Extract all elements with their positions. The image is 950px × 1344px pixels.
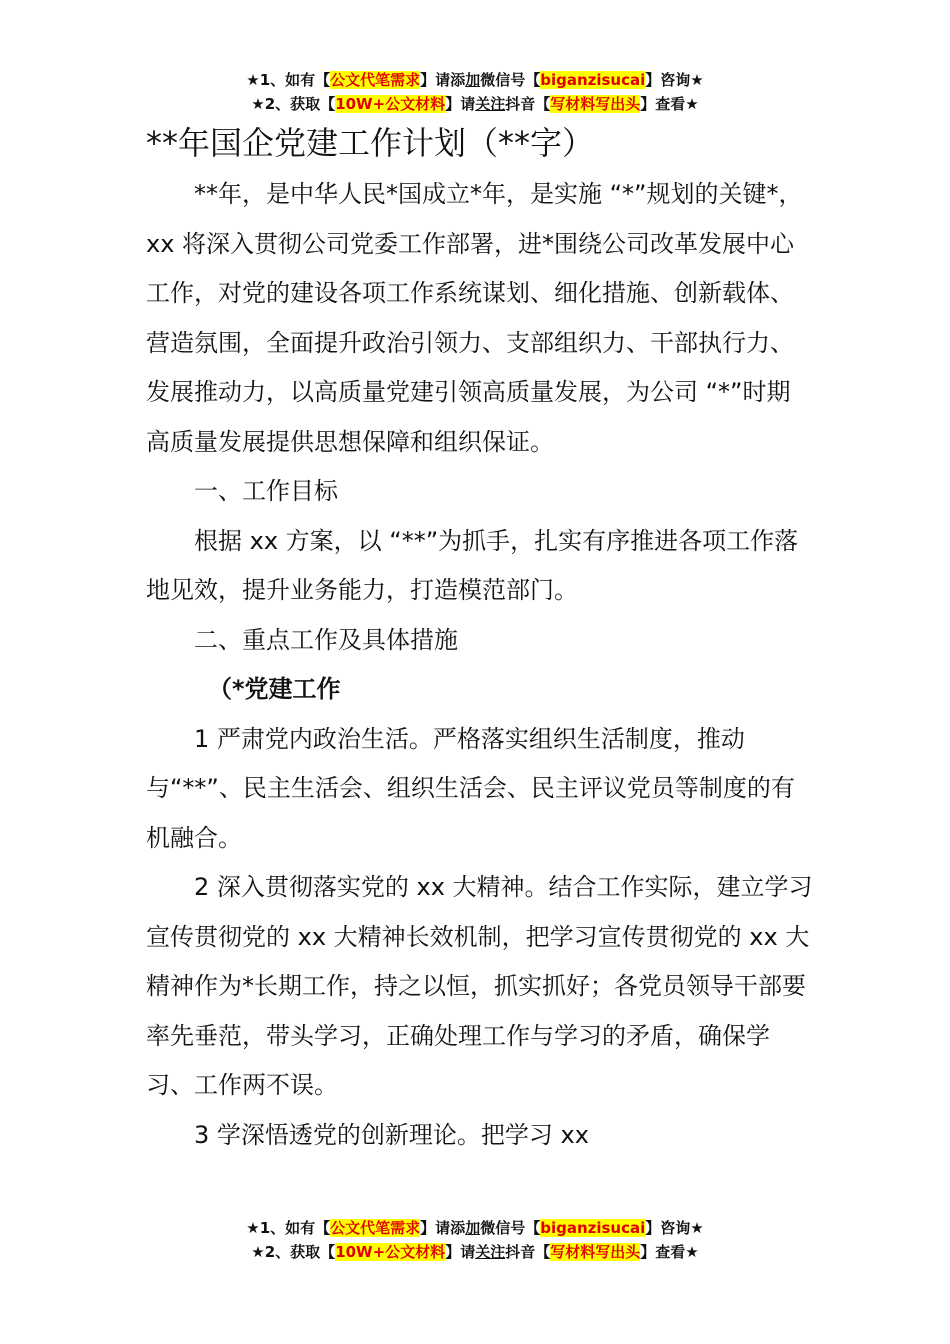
promo-text: 抖音【 (505, 1243, 551, 1261)
highlight-douyin: 写材料写出头 (550, 95, 641, 113)
promo-text: 】咨询★ (645, 71, 704, 89)
intro-paragraph: **年，是中华人民*国成立*年，是实施 “*”规划的关键*，xx 将深入贯彻公司党委工作部署，进*围绕公司改革发展中心工作，对党的建设各项工作系统谋划、细化措施、创新载体、营造氛围，全面提升政治引领力、支部组织力、干部执行力、发展推动力，以高质量党建引领高质量发展，为公司 “*”时期高质量发展提供思想保障和组织保证。 (146, 180, 803, 456)
promo-text: ★1、如有【 (246, 71, 331, 89)
promo-text: ★1、如有【 (246, 1219, 331, 1237)
promo-text: ★2、获取【 (251, 95, 336, 113)
promo-text: 微信号【 (480, 1219, 541, 1237)
promo-text: 】咨询★ (645, 1219, 704, 1237)
promo-line-2 (0, 1240, 950, 1264)
promo-line-2 (0, 92, 950, 116)
promo-text: 】查看★ (640, 1243, 699, 1261)
promo-text: ★2、获取【 (251, 1243, 336, 1261)
goals-paragraph: 根据 xx 方案，以 “**”为抓手，扎实有序推进各项工作落地见效，提升业务能力，打造模范部门。 (146, 526, 799, 604)
underlined-text: 关注 (475, 95, 506, 113)
promo-text: 】请 (445, 95, 476, 113)
promo-text: 】请 (445, 1243, 476, 1261)
list-item-1: 1 严肃党内政治生活。严格落实组织生活制度，推动与“**”、民主生活会、组织生活会、民主评议党员等制度的有机融合。 (146, 724, 795, 852)
promo-text: 】请添 (420, 71, 466, 89)
section-heading-key-work: 二、重点工作及具体措施 (194, 625, 458, 654)
highlight-materials: 10W+公文材料 (335, 1243, 446, 1261)
section-heading-goals: 一、工作目标 (194, 477, 338, 505)
promo-banner-top (0, 68, 950, 116)
highlight-service: 公文代笔需求 (330, 1219, 421, 1237)
promo-text: 微信号【 (480, 71, 541, 89)
underlined-text: 加 (465, 71, 481, 89)
highlight-douyin: 写材料写出头 (550, 1243, 641, 1261)
highlight-service: 公文代笔需求 (330, 71, 421, 89)
promo-text: 抖音【 (505, 95, 551, 113)
promo-banner-bottom (0, 1216, 950, 1264)
subheading-party-building: （*党建工作 (208, 675, 341, 703)
underlined-text: 加 (465, 1219, 481, 1237)
highlight-wechat-id: biganzisucai (540, 1219, 646, 1237)
highlight-materials: 10W+公文材料 (335, 95, 446, 113)
promo-text: 】查看★ (640, 95, 699, 113)
promo-line-1 (0, 68, 950, 92)
list-item-2: 2 深入贯彻落实党的 xx 大精神。结合工作实际，建立学习宣传贯彻党的 xx 大精神长效机制，把学习宣传贯彻党的 xx 大精神作为*长期工作，持之以恒，抓实抓好；各党员领导干部要率先垂范，带头学习，正确处理工作与学习的矛盾，确保学习、工作两不误。 (146, 873, 813, 1099)
list-item-3: 3 学深悟透党的创新理论。把学习 xx (194, 1120, 589, 1149)
highlight-wechat-id: biganzisucai (540, 71, 646, 89)
promo-text: 】请添 (420, 1219, 466, 1237)
underlined-text: 关注 (475, 1243, 506, 1261)
document-title: **年国企党建工作计划（**字） (146, 124, 595, 162)
promo-line-1 (0, 1216, 950, 1240)
document-body (146, 170, 814, 1160)
